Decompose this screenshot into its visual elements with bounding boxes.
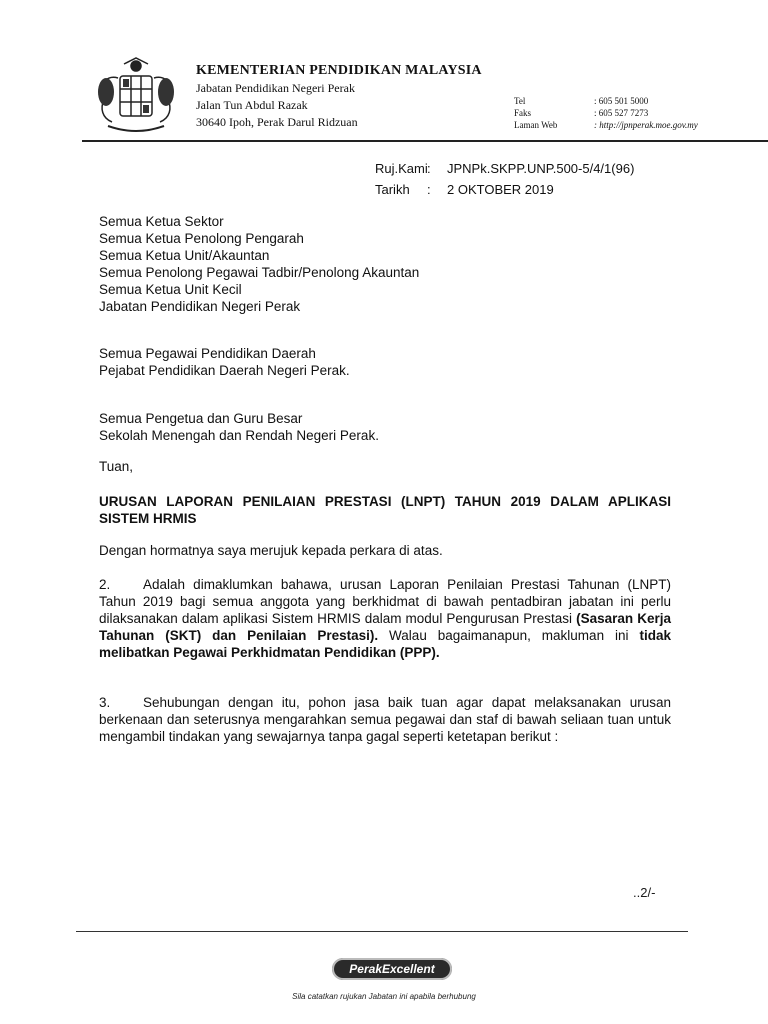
- recipient-line: Semua Ketua Unit/Akauntan: [99, 248, 270, 263]
- coat-of-arms-logo: [86, 56, 186, 138]
- footer-note: Sila catatkan rujukan Jabatan ini apabila berhubung: [292, 992, 476, 1001]
- tel-label: Tel: [514, 96, 526, 106]
- contact-tel: [514, 95, 698, 107]
- page-continuation: ..2/-: [633, 885, 656, 900]
- contact-block: [514, 95, 698, 131]
- date-value: 2 OKTOBER 2019: [447, 182, 554, 197]
- paragraph-number: 3.: [99, 695, 111, 710]
- recipient-group-1: [99, 213, 419, 315]
- salutation: Tuan,: [99, 459, 134, 474]
- subject-heading: URUSAN LAPORAN PENILAIAN PRESTASI (LNPT) TAHUN 2019 DALAM APLIKASI SISTEM HRMIS: [99, 494, 671, 526]
- opening-paragraph: Dengan hormatnya saya merujuk kepada perkara di atas.: [99, 543, 443, 558]
- recipient-line: Semua Ketua Penolong Pengarah: [99, 231, 304, 246]
- recipient-line: Semua Pegawai Pendidikan Daerah: [99, 346, 316, 361]
- web-value: : http://jpnperak.moe.gov.my: [594, 120, 698, 130]
- paragraph-number: 2.: [99, 577, 111, 592]
- reference-colon: :: [427, 161, 431, 176]
- reference-number: JPNPk.SKPP.UNP.500-5/4/1(96): [447, 161, 635, 176]
- perak-excellent-logo: PerakExcellent: [332, 958, 452, 980]
- date-label: Tarikh: [375, 182, 410, 197]
- recipient-line: Semua Pengetua dan Guru Besar: [99, 411, 303, 426]
- recipient-line: Sekolah Menengah dan Rendah Negeri Perak.: [99, 428, 379, 443]
- address-city: 30640 Ipoh, Perak Darul Ridzuan: [196, 115, 358, 129]
- reference-row: [375, 158, 634, 179]
- recipient-line: Semua Penolong Pegawai Tadbir/Penolong Akauntan: [99, 265, 420, 280]
- reference-block: [375, 158, 634, 200]
- recipient-line: Pejabat Pendidikan Daerah Negeri Perak.: [99, 363, 350, 378]
- reference-label: Ruj.Kami: [375, 161, 428, 176]
- paragraph-bold-text: (Sasaran Kerja Tahunan (SKT) dan Penilaian Prestasi).: [99, 611, 671, 643]
- paragraph-3: [99, 694, 671, 745]
- paragraph-text: Adalah dimaklumkan bahawa, urusan Laporan Penilaian Prestasi Tahunan (LNPT) Tahun 2019 bagi semua anggota yang berkhidmat di bawah pentadbiran jabatan ini perlu dilaksanakan dalam aplikasi Sistem HRMIS dalam modul Pengurusan Prestasi: [99, 577, 671, 626]
- date-colon: :: [427, 182, 431, 197]
- tel-value: : 605 501 5000: [594, 96, 649, 106]
- letterhead: [196, 62, 482, 131]
- recipient-group-2: [99, 345, 350, 379]
- letterhead-divider: [82, 140, 768, 142]
- web-label: Laman Web: [514, 120, 558, 130]
- footer-divider: [76, 931, 688, 932]
- recipient-line: Semua Ketua Unit Kecil: [99, 282, 242, 297]
- recipient-line: Semua Ketua Sektor: [99, 214, 224, 229]
- contact-web: [514, 119, 698, 131]
- paragraph-2: [99, 576, 671, 661]
- fax-value: : 605 527 7273: [594, 108, 649, 118]
- recipient-line: Jabatan Pendidikan Negeri Perak: [99, 299, 301, 314]
- date-row: [375, 179, 634, 200]
- fax-label: Faks: [514, 108, 532, 118]
- department-name: Jabatan Pendidikan Negeri Perak: [196, 81, 355, 95]
- paragraph-text: Sehubungan dengan itu, pohon jasa baik tuan agar dapat melaksanakan urusan berkenaan dan seterusnya mengarahkan semua pegawai dan staf di bawah seliaan tuan untuk mengambil tindakan yang sewajarnya tanpa gagal seperti ketetapan berikut :: [99, 695, 671, 744]
- paragraph-bold-text: tidak melibatkan Pegawai Perkhidmatan Pendidikan (PPP).: [99, 628, 671, 660]
- address-street: Jalan Tun Abdul Razak: [196, 98, 308, 112]
- paragraph-text: Walau bagaimanapun, makluman ini: [378, 628, 640, 643]
- contact-fax: [514, 107, 698, 119]
- recipient-group-3: [99, 410, 379, 444]
- ministry-name: KEMENTERIAN PENDIDIKAN MALAYSIA: [196, 63, 482, 78]
